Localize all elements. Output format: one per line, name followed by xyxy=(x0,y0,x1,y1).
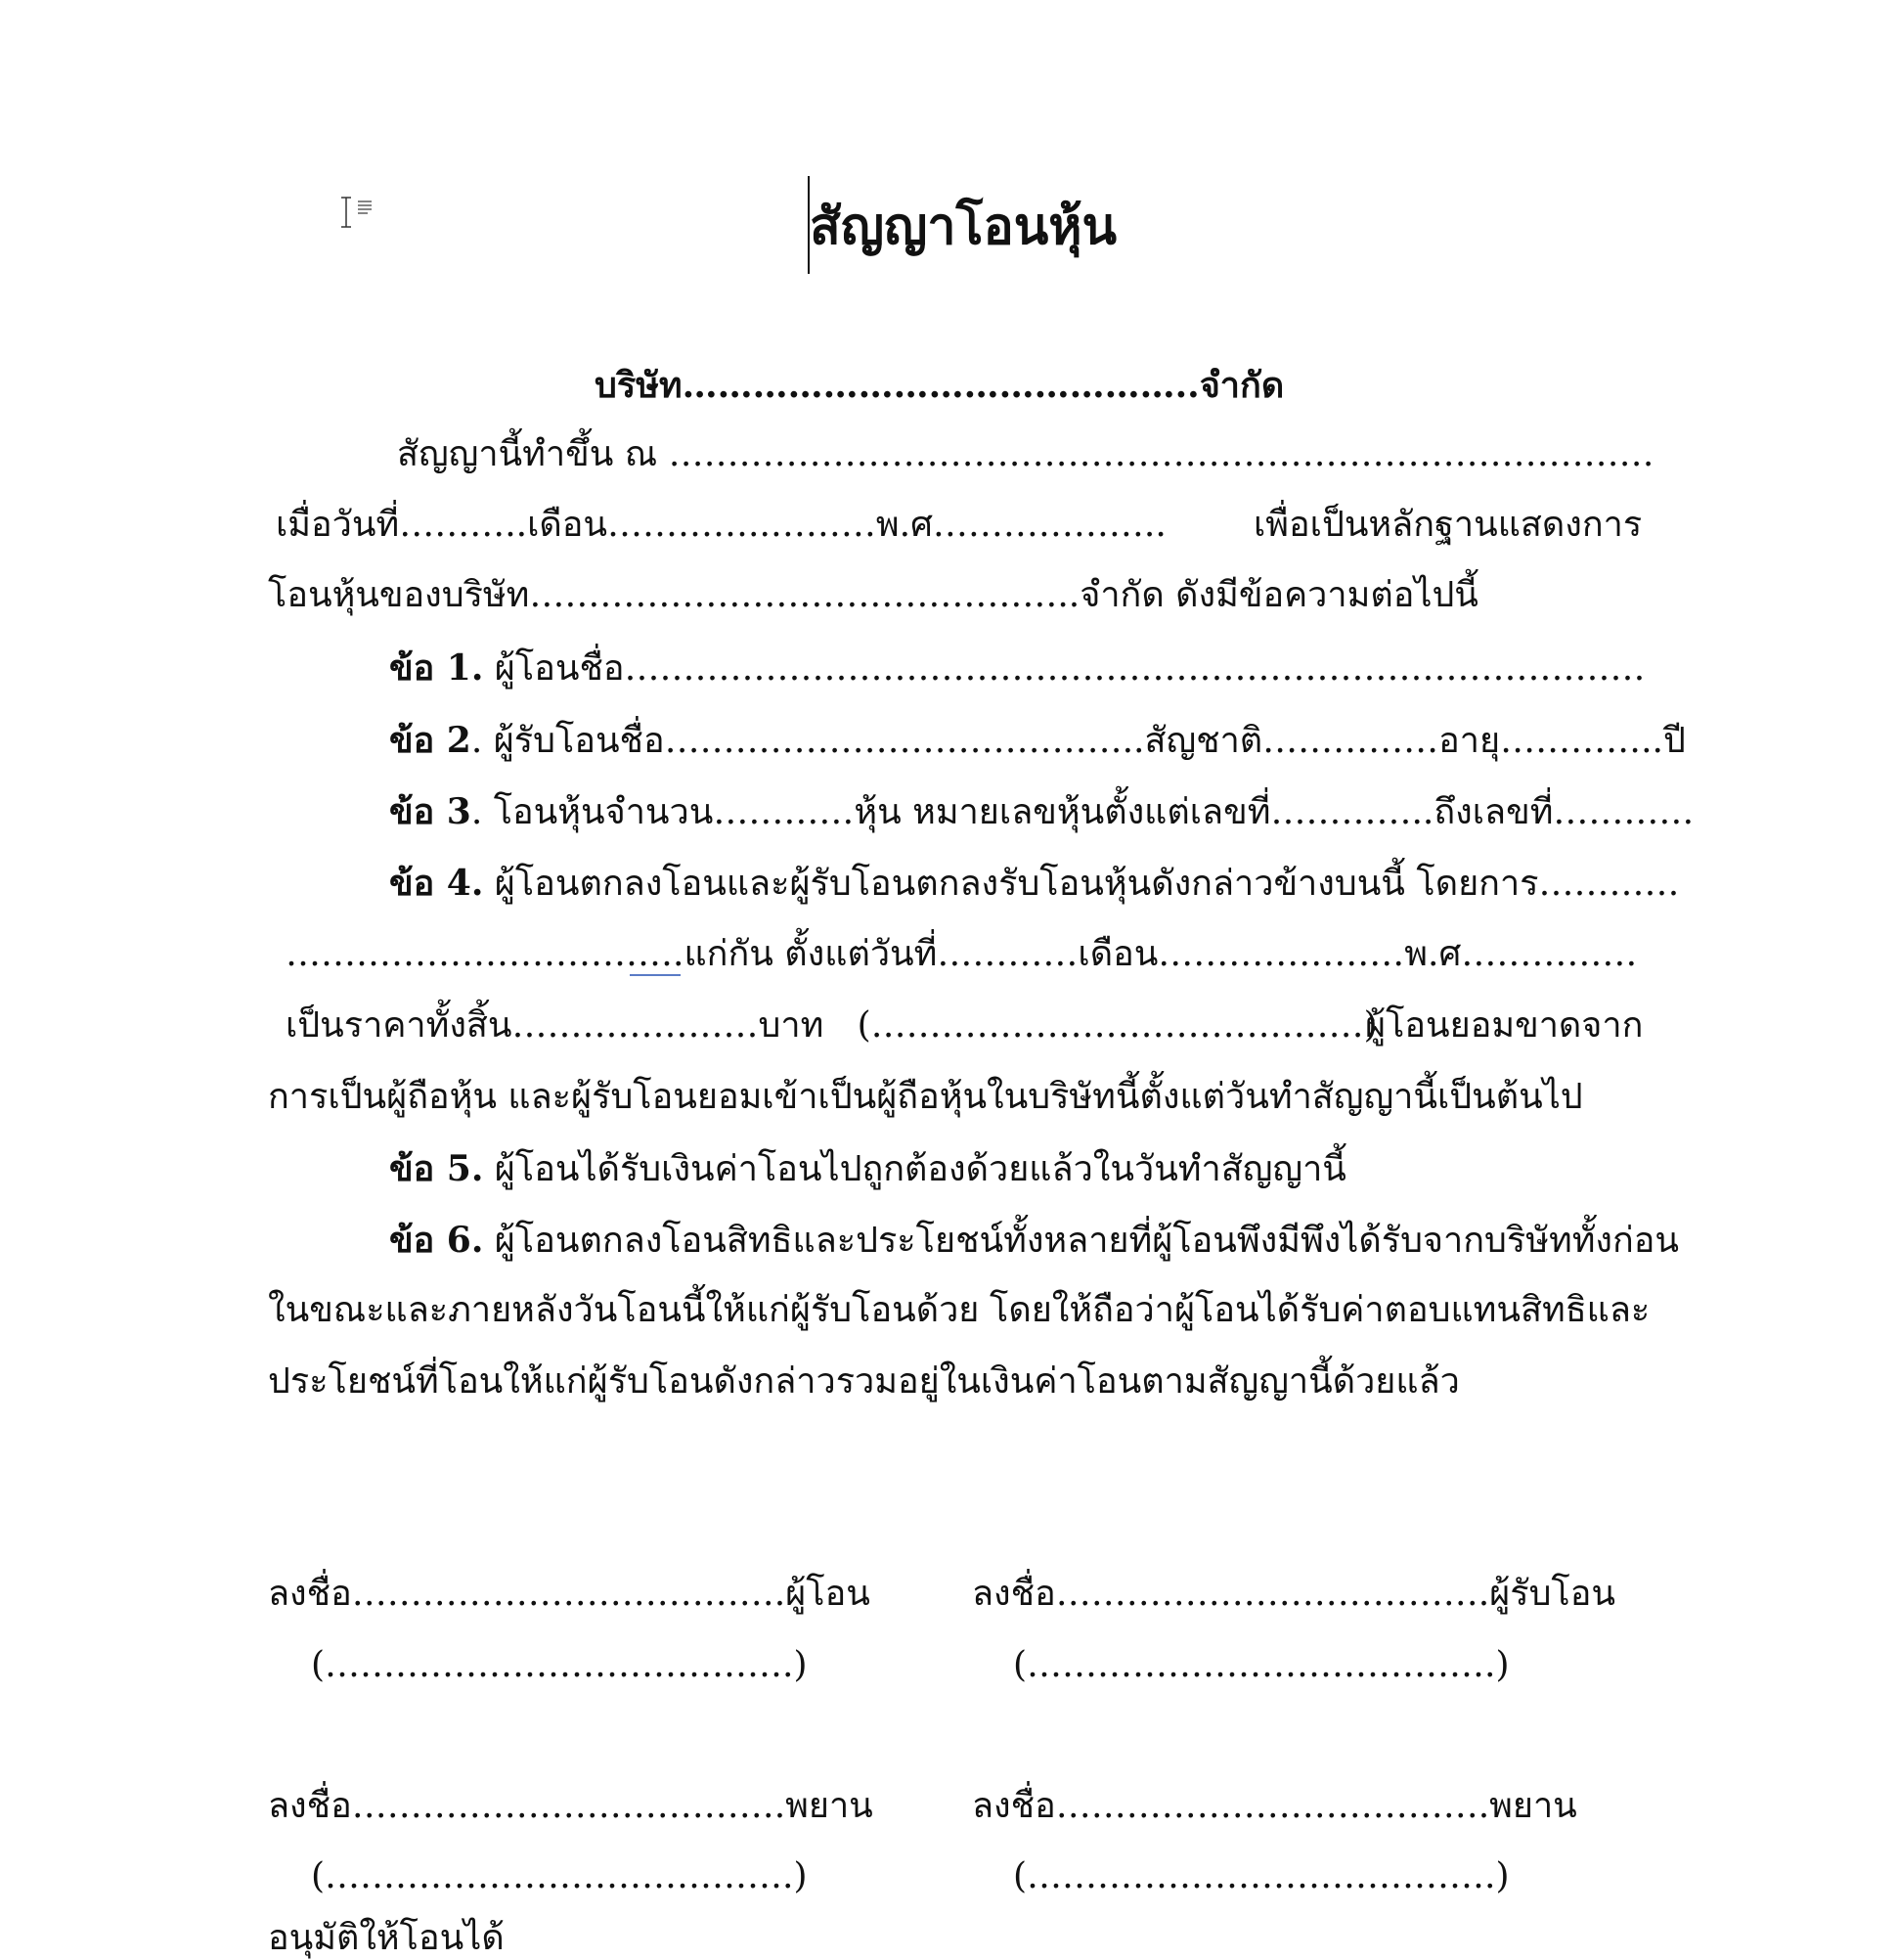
signature-witness-left-name: (………………………………….) xyxy=(311,1856,808,1896)
signature-transferee-name: (………………………………….) xyxy=(1013,1645,1510,1685)
signature-transferor: ลงชื่อ……………………………….ผู้โอน xyxy=(268,1574,870,1614)
clause-1-label: ข้อ 1. xyxy=(389,647,484,689)
signature-transferee: ลงชื่อ……………………………….ผู้รับโอน xyxy=(972,1574,1615,1614)
clause-5-label: ข้อ 5. xyxy=(389,1148,484,1189)
intro-line-3: โอนหุ้นของบริษัท………………………………………..จำกัด ดังมีข้อความต่อไปนี้ xyxy=(268,575,1478,615)
clause-1-text: ผู้โอนชื่อ…………………………………………………………………………… xyxy=(483,648,1646,689)
clause-5 xyxy=(389,1147,1758,1191)
approval-line: อนุมัติให้โอนได้ xyxy=(268,1918,505,1958)
clause-6-continuation-1b: โดยให้ถือว่าผู้โอนได้รับค่าตอบแทนสิทธิและ xyxy=(990,1290,1651,1330)
document-title: สัญญาโอนหุ้น xyxy=(810,197,1118,256)
clause-6-text: ผู้โอนตกลงโอนสิทธิและประโยชน์ทั้งหลายที่ผู้โอนพึงมีพึงได้รับจากบริษัททั้งก่อน xyxy=(483,1221,1680,1261)
clause-4-label: ข้อ 4. xyxy=(389,863,484,904)
clause-6 xyxy=(389,1219,1758,1263)
signature-witness-left: ลงชื่อ……………………………….พยาน xyxy=(268,1786,873,1826)
clause-4 xyxy=(389,862,1758,906)
signature-witness-right-name: (………………………………….) xyxy=(1013,1856,1510,1896)
clause-3-label: ข้อ 3 xyxy=(389,791,471,832)
ibeam-cursor-icon xyxy=(338,196,377,229)
clause-6-continuation-2: ประโยชน์ที่โอนให้แก่ผู้รับโอนดังกล่าวรวมอยู่ในเงินค่าโอนตามสัญญานี้ด้วยแล้ว xyxy=(268,1361,1460,1402)
clause-2 xyxy=(389,719,1758,763)
clause-2-label: ข้อ 2 xyxy=(389,720,471,761)
intro-line-2b: เพื่อเป็นหลักฐานแสดงการ xyxy=(1254,505,1643,545)
clause-4-continuation-3: การเป็นผู้ถือหุ้น และผู้รับโอนยอมเข้าเป็นผู้ถือหุ้นในบริษัทนี้ตั้งแต่วันทำสัญญานี้เป็นต้นไป xyxy=(268,1077,1583,1117)
intro-line-1: สัญญานี้ทำขึ้น ณ ………………………………………………………………………… xyxy=(397,434,1654,474)
clause-3 xyxy=(389,790,1758,834)
clause-1 xyxy=(389,646,1758,690)
clause-3-text: . โอนหุ้นจำนวน…………หุ้น หมายเลขหุ้นตั้งแต่เลขที่…………..ถึงเลขที่………… xyxy=(470,792,1695,832)
clause-2-text: . ผู้รับโอนชื่อ…………………………………..สัญชาติ……………อายุ…………..ปี xyxy=(470,721,1686,761)
signature-witness-right: ลงชื่อ……………………………….พยาน xyxy=(972,1786,1577,1826)
clause-5-text: ผู้โอนได้รับเงินค่าโอนไปถูกต้องด้วยแล้วในวันทำสัญญานี้ xyxy=(483,1149,1346,1189)
clause-6-label: ข้อ 6. xyxy=(389,1220,484,1261)
clause-4-text: ผู้โอนตกลงโอนและผู้รับโอนตกลงรับโอนหุ้นดังกล่าวข้างบนนี้ โดยการ………… xyxy=(483,864,1680,904)
clause-4-continuation-2b: ผู้โอนยอมขาดจาก xyxy=(1365,1005,1644,1046)
clause-4-continuation-1: …………………………….แก่กัน ตั้งแต่วันที่…………เดือน…………………พ.ศ…………… xyxy=(286,934,1638,974)
clause-4-continuation-2a: เป็นราคาทั้งสิ้น…………………บาท (……………………………………) xyxy=(286,1005,1378,1046)
intro-line-2a: เมื่อวันที่………..เดือน…………..………พ.ศ……………….. xyxy=(276,505,1167,545)
tracked-change-underline xyxy=(630,974,681,976)
company-line: บริษัท……………………………………..จำกัด xyxy=(595,365,1285,406)
clause-6-continuation-1a: ในขณะและภายหลังวันโอนนี้ให้แก่ผู้รับโอนด้วย xyxy=(268,1290,980,1330)
signature-transferor-name: (………………………………….) xyxy=(311,1645,808,1685)
